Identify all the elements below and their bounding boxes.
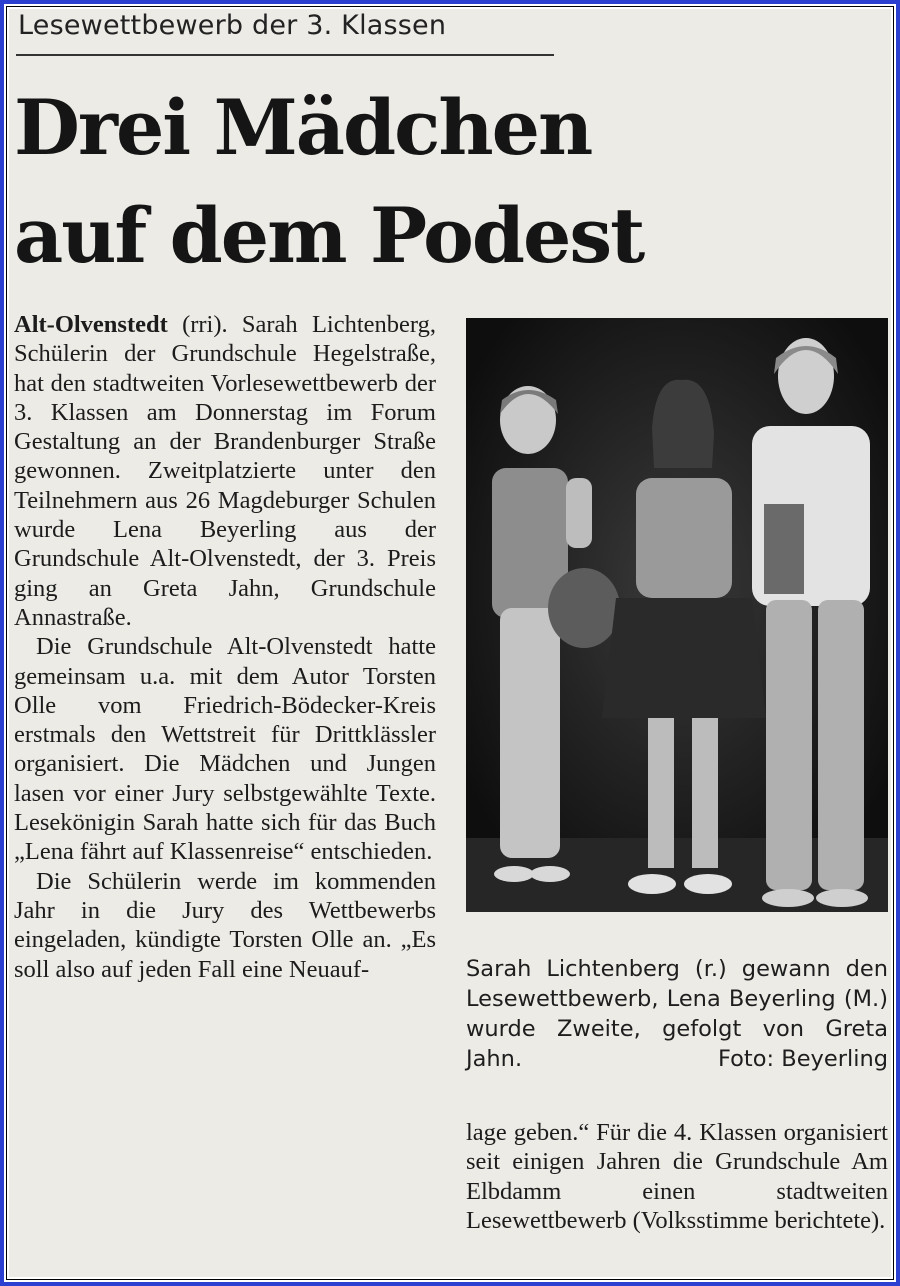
- body-paragraph-1: [14, 310, 436, 632]
- body-paragraph-3: Die Schülerin werde im kommenden Jahr in die Jury des Wettbewerbs eingeladen, kündigte Torsten Olle an. „Es soll also auf jeden Fall eine Neuauf-: [14, 867, 436, 983]
- kicker-underline: [16, 54, 554, 56]
- body-paragraph-3-continued: lage geben.“ Für die 4. Klassen organisiert seit einigen Jahren die Grundschule Am Elbdamm einen stadtweiten Lesewettbewerb (Volksstimme berichtete).: [466, 1119, 888, 1234]
- caption-text: Sarah Lichtenberg (r.) gewann den Lesewettbewerb, Lena Beyerling (M.) wurde Zweite, gefolgt von Greta Jahn.: [466, 956, 888, 1072]
- paragraph-1-text: (rri). Sarah Lichtenberg, Schülerin der Grundschule Hegelstraße, hat den stadtweiten Vorlesewettbewerb der 3. Klassen am Donnerstag im Forum Gestaltung an der Brandenburger Straße gewonnen. Zweitplatzierte unter den Teilnehmern aus 26 Magdeburger Schulen wurde Lena Beyerling aus der Grundschule Alt-Olvenstedt, der 3. Preis ging an Greta Jahn, Grundschule Annastraße.: [14, 311, 436, 631]
- dateline: Alt-Olvenstedt: [14, 311, 168, 338]
- article-body-right-column: [466, 1118, 888, 1235]
- photo-credit: Foto: Beyerling: [718, 1046, 888, 1072]
- article-photo: [466, 318, 888, 912]
- article-body-left-column: [14, 310, 436, 984]
- headline-line-1: Drei Mädchen: [14, 83, 592, 172]
- article-headline: [14, 74, 874, 290]
- article-kicker: Lesewettbewerb der 3. Klassen: [18, 10, 447, 41]
- body-paragraph-2: Die Grundschule Alt-Olvenstedt hatte gemeinsam u.a. mit dem Autor Torsten Olle vom Friedrich-Bödecker-Kreis erstmals den Wettstreit für Drittklässler organisiert. Die Mädchen und Jungen lasen vor einer Jury selbstgewählte Texte. Lesekönigin Sarah hatte sich für das Buch „Lena fährt auf Klassenreise“ entschieden.: [14, 633, 436, 866]
- photo-caption: [466, 954, 888, 1074]
- photo-three-girls: [466, 318, 888, 912]
- headline-line-2: auf dem Podest: [14, 191, 644, 280]
